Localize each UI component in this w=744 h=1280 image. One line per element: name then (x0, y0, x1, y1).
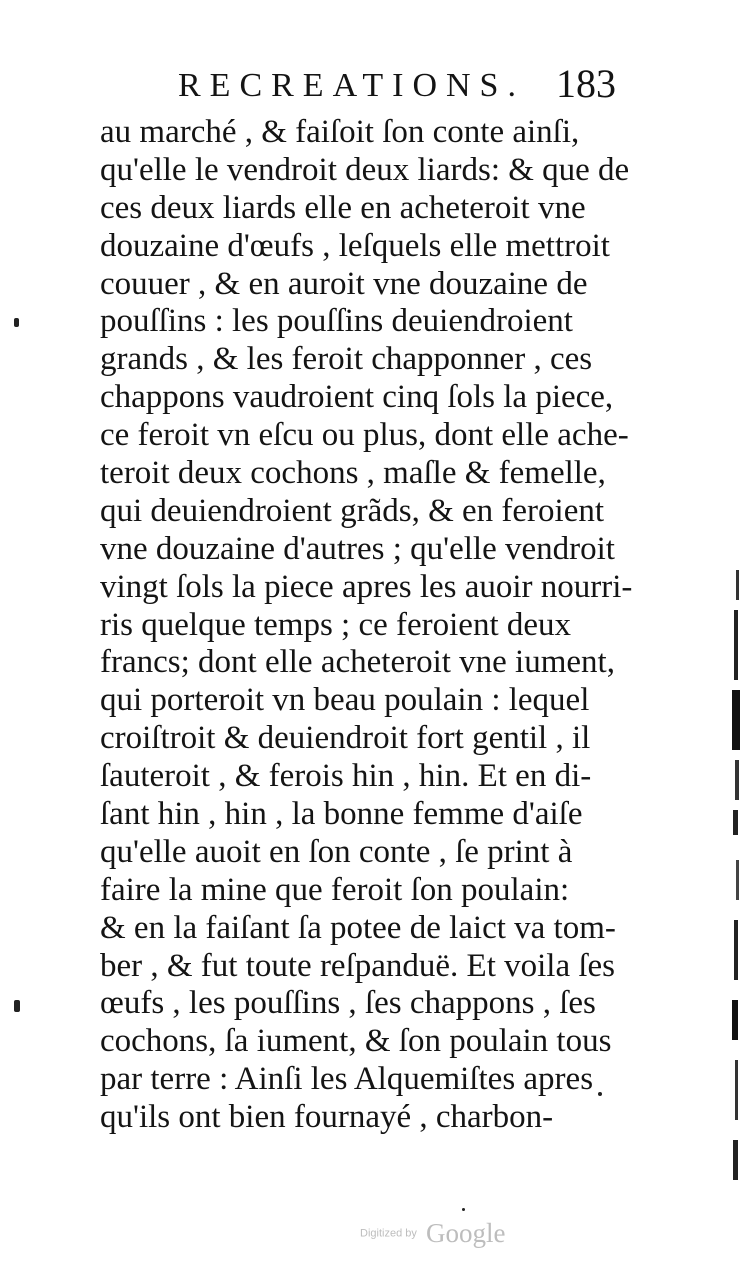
scan-speck (598, 1092, 602, 1096)
text-line: par terre : Ainſi les Alquemiſtes apres (100, 1061, 594, 1098)
text-line: ris quelque temps ; ce feroient deux (100, 606, 572, 643)
text-line: ber , & fut toute reſpanduë. Et voila ſes (100, 947, 616, 984)
page-edge-shadow (718, 560, 744, 1200)
text-line: ces deux liards elle en acheteroit vne (100, 189, 586, 226)
text-line: qui porteroit vn beau poulain : lequel (100, 682, 590, 719)
text-line: qu'elle le vendroit deux liards: & que de (100, 151, 630, 188)
text-line: cochons, ſa iument, & ſon poulain tous (100, 1023, 612, 1060)
text-line: croiſtroit & deuiendroit fort gentil , il (100, 720, 591, 757)
text-line: vingt ſols la piece apres les auoir nourri- (100, 568, 633, 605)
text-line: ſauteroit , & ferois hin , hin. Et en di- (100, 758, 592, 795)
digitization-watermark (360, 1218, 505, 1252)
text-line: grands , & les feroit chapponner , ces (100, 341, 593, 378)
text-line: & en la faiſant ſa potee de laict va tom- (100, 909, 616, 946)
text-line: couuer , & en auroit vne douzaine de (100, 265, 588, 302)
page-number: 183 (556, 61, 616, 106)
watermark-caption: Digitized by (360, 1227, 417, 1240)
text-line: qu'ils ont bien fournayé , charbon- (100, 1099, 554, 1136)
text-line: œufs , les pouſſins , ſes chappons , ſes (100, 985, 596, 1022)
text-line: faire la mine que feroit ſon poulain: (100, 871, 570, 908)
text-line: au marché , & faiſoit ſon conte ainſi, (100, 114, 580, 150)
text-line: vne douzaine d'autres ; qu'elle vendroit (100, 530, 615, 567)
text-line: francs; dont elle acheteroit vne iument, (100, 644, 615, 681)
watermark-logo: Google (425, 1218, 506, 1248)
text-line: qui deuiendroient grãds, & en feroient (100, 492, 605, 529)
scan-speck (14, 1000, 20, 1012)
text-line: ce feroit vn eſcu ou plus, dont elle ache- (100, 417, 629, 454)
body-text (100, 114, 633, 1137)
scan-speck (14, 318, 19, 327)
text-line: ſant hin , hin , la bonne femme d'aiſe (100, 796, 583, 833)
text-line: pouſſins : les pouſſins deuiendroient (100, 303, 573, 340)
running-head: RECREATIONS. (178, 67, 525, 104)
page-header (178, 62, 618, 110)
text-line: chappons vaudroient cinq ſols la piece, (100, 379, 614, 416)
text-line: teroit deux cochons , maſle & femelle, (100, 455, 606, 492)
text-line: qu'elle auoit en ſon conte , ſe print à (100, 833, 573, 870)
text-line: douzaine d'œufs , leſquels elle mettroit (100, 227, 610, 264)
scan-speck (462, 1208, 465, 1211)
